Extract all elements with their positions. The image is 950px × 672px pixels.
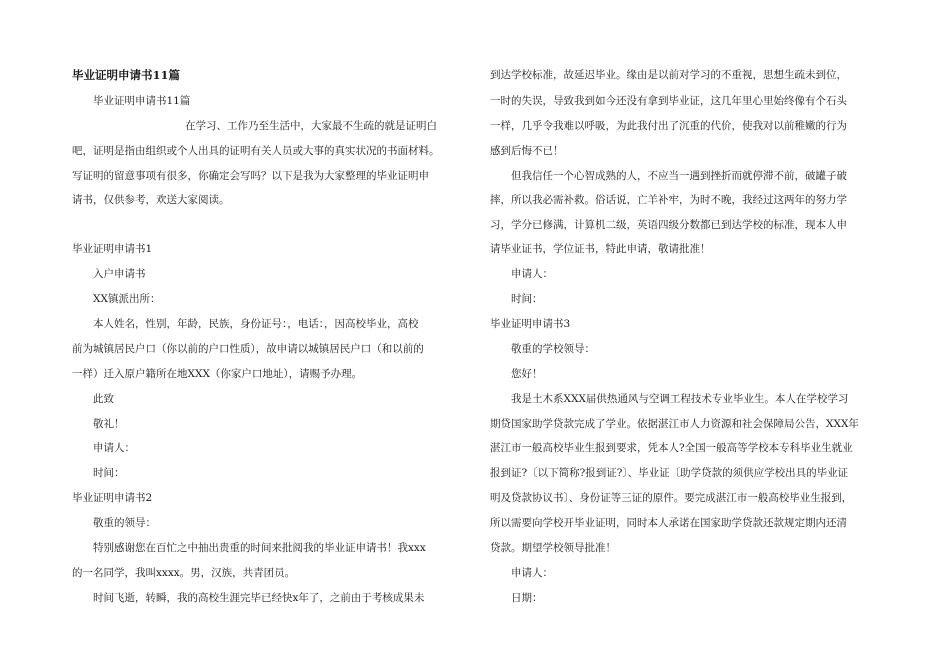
letter1-body-line: 本人姓名，性别，年龄，民族，身份证号：，电话：，因高校毕业，高校 <box>93 318 419 330</box>
letter3-body-line: 我是土木系XXX届供热通风与空调工程技术专业毕业生。本人在学校学习 <box>511 393 849 405</box>
intro-line: 吧，证明是指由组织或个人出具的证明有关人员或大事的真实状况的书面材料。 <box>72 145 440 157</box>
letter1-closing: 敬礼！ <box>93 418 125 430</box>
intro-line: 在学习、工作乃至生活中，大家最不生疏的就是证明白 <box>185 120 437 132</box>
letter3-date: 日期： <box>511 592 543 604</box>
letter2-body-line: 的一名同学，我叫xxxx。男，汉族，共青团员。 <box>72 567 296 579</box>
letter3-hello: 您好！ <box>511 368 543 380</box>
letter2-body-line: 感到后悔不已！ <box>490 145 564 157</box>
letter1-recipient: XX镇派出所： <box>93 293 161 305</box>
letter3-body-line: 报到证?〔以下简称?报到证?〕、毕业证〔助学贷款的须供应学校出具的毕业证 <box>490 467 849 479</box>
letter2-body-line: 摔，所以我必需补救。俗话说，亡羊补牢，为时不晚，我经过这两年的努力学 <box>490 194 847 206</box>
letter1-applicant: 申请人： <box>93 442 135 454</box>
letter3-body-line: 贷款。期望学校领导批准！ <box>490 542 616 554</box>
letter1-body-line: 前为城镇居民户口（你以前的户口性质），故申请以城镇居民户口（和以前的 <box>72 343 424 355</box>
letter1-subject: 入户申请书 <box>93 268 146 280</box>
letter3-body-line: 湛江市一般高校毕业生报到要求，凭本人?全国一般高等学校本专科毕业生就业 <box>490 442 853 454</box>
letter2-date: 时间： <box>511 293 543 305</box>
letter2-body-line: 请毕业证书，学位证书，特此申请，敬请批准！ <box>490 243 711 255</box>
letter3-body-line: 所以需要向学校开毕业证明，同时本人承诺在国家助学贷款还款规定期内还清 <box>490 517 847 529</box>
letter3-body-line: 明及贷款协议书〕、身份证等三证的原件。要完成湛江市一般高校毕业生报到， <box>490 492 853 504</box>
document-subtitle: 毕业证明申请书11篇 <box>93 95 191 107</box>
intro-line: 写证明的留意事项有很多，你确定会写吗？以下是我为大家整理的毕业证明申 <box>72 170 429 182</box>
document-title: 毕业证明申请书11篇 <box>72 68 181 82</box>
letter3-greeting: 敬重的学校领导： <box>511 343 595 355</box>
letter1-date: 时间： <box>93 467 125 479</box>
letter3-applicant: 申请人： <box>511 567 553 579</box>
letter2-body-line: 一样，几乎令我难以呼吸，为此我付出了沉重的代价，使我对以前稚嫩的行为 <box>490 120 847 132</box>
letter2-body-line: 一时的失误，导致我到如今还没有拿到毕业证，这几年里心里始终像有个石头 <box>490 95 847 107</box>
letter2-body-line: 到达学校标准，故延迟毕业。缘由是以前对学习的不重视，思想生疏未到位， <box>490 69 847 81</box>
letter2-applicant: 申请人： <box>511 268 553 280</box>
letter2-body-line: 特别感谢您在百忙之中抽出贵重的时间来批阅我的毕业证申请书！我xxx <box>93 542 426 554</box>
letter1-closing: 此致 <box>93 393 114 405</box>
intro-line: 请书，仅供参考，欢送大家阅读。 <box>72 194 230 206</box>
letter2-body-line: 习，学分已修满，计算机二级，英语四级分数都已到达学校的标准，现本人申 <box>490 219 847 231</box>
letter2-greeting: 敬重的领导： <box>93 517 156 529</box>
letter2-body-line: 时间飞逝，转瞬，我的高校生涯完毕已经快x年了，之前由于考核成果未 <box>93 592 425 604</box>
letter2-heading: 毕业证明申请书2 <box>72 492 153 504</box>
letter3-body-line: 期贷国家助学贷款完成了学业。依据湛江市人力资源和社会保障局公告，XXX年 <box>490 418 859 430</box>
letter3-heading: 毕业证明申请书3 <box>490 318 571 330</box>
letter2-body-line: 但我信任一个心智成熟的人，不应当一遇到挫折而就停滞不前，破罐子破 <box>511 170 847 182</box>
letter1-body-line: 一样）迁入原户籍所在地XXX（你家户口地址），请赐予办理。 <box>72 368 363 380</box>
letter1-heading: 毕业证明申请书1 <box>72 243 153 255</box>
